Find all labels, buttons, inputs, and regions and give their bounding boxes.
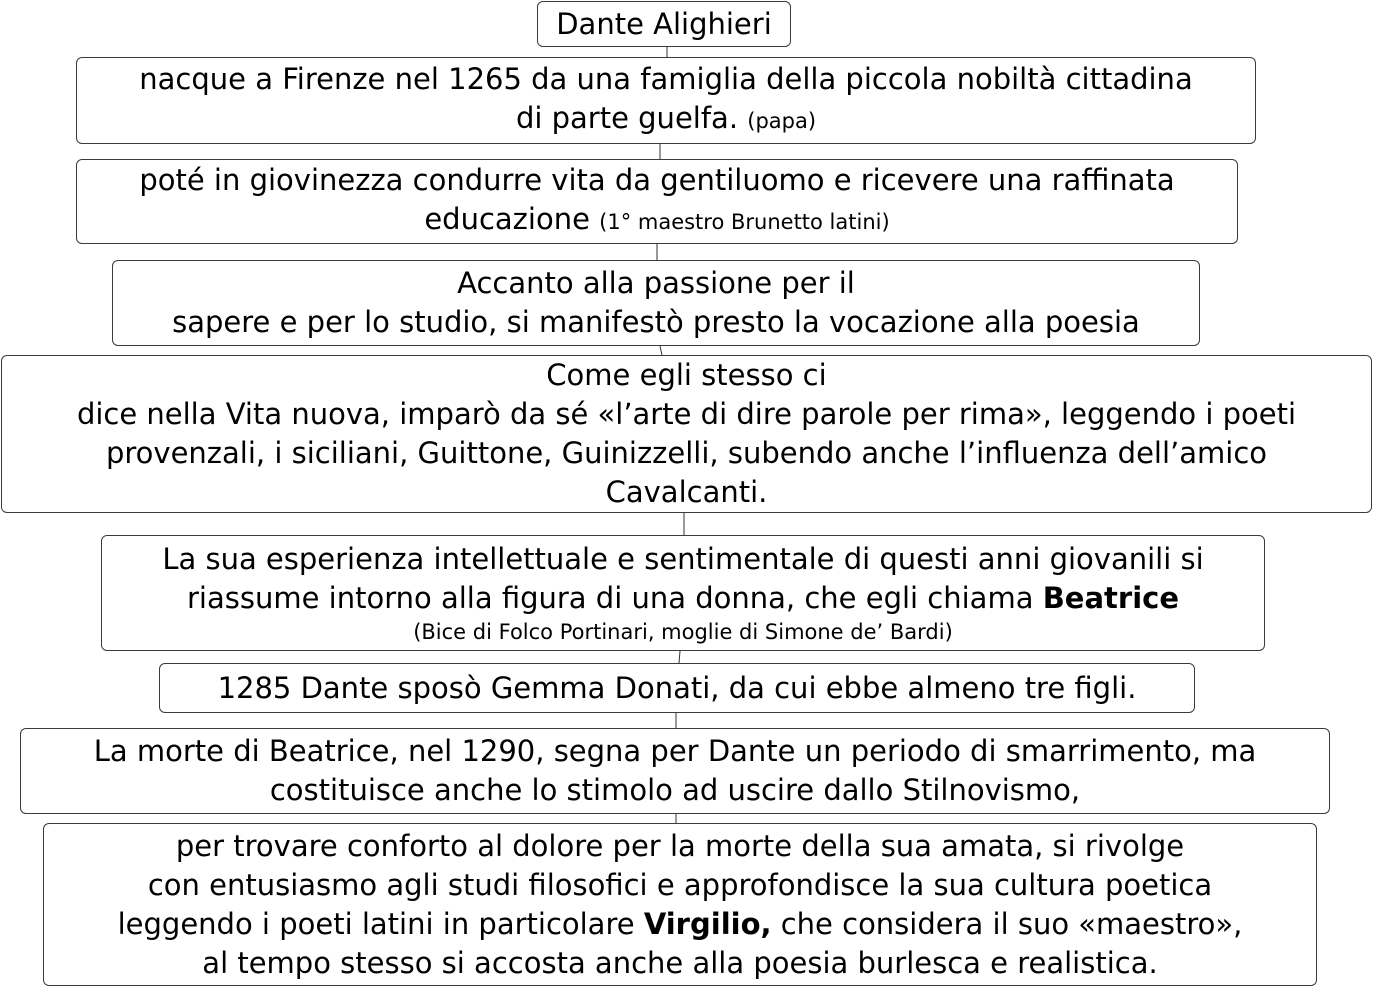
comfort-line-4: al tempo stesso si accosta anche alla poesia burlesca e realistica. [202,945,1158,980]
comfort-line-3 [118,905,1243,944]
birth-line-1: nacque a Firenze nel 1265 da una famiglia della piccola nobiltà cittadina [139,62,1193,96]
birth-node [76,57,1256,144]
connector-beatrice-gemma [679,651,680,663]
vita-line-4: Cavalcanti. [605,475,768,509]
passion-line-2: sapere e per lo studio, si manifestò presto la vocazione alla poesia [172,305,1140,339]
vita-line-2: dice nella Vita nuova, imparò da sé «l’arte di dire parole per rima», leggendo i poeti [76,397,1297,431]
comfort-line-3b: che considera il suo «maestro», [780,906,1243,941]
death-line-1: La morte di Beatrice, nel 1290, segna per Dante un periodo di smarrimento, ma [93,734,1257,768]
beatrice-name: Beatrice [1042,581,1180,615]
vita-line-1: Come egli stesso ci [546,358,827,392]
gemma-node [159,663,1195,713]
beatrice-line-2 [187,579,1179,618]
beatrice-line-1: La sua esperienza intellettuale e sentimentale di questi anni giovanili si [162,542,1204,576]
gemma-line-1: 1285 Dante sposò Gemma Donati, da cui ebbe almeno tre figli. [217,670,1137,705]
virgilio-name: Virgilio, [643,906,772,941]
youth-node [76,159,1238,244]
birth-note: (papa) [747,109,817,133]
connector-passion-vita [660,346,662,355]
vita-line-3: provenzali, i siciliani, Guittone, Guinizzelli, subendo anche l’influenza dell’amico [105,436,1268,470]
beatrice-node [101,535,1265,651]
death-node [20,728,1330,814]
comfort-line-3a: leggendo i poeti latini in particolare [117,906,635,941]
title-node [537,1,791,47]
youth-line-2 [424,200,889,242]
beatrice-line-2-text: riassume intorno alla figura di una donna, che egli chiama [186,581,1034,615]
title-text: Dante Alighieri [556,6,772,41]
youth-line-1: poté in giovinezza condurre vita da gentiluomo e ricevere una raffinata [139,163,1175,197]
birth-line-2-text: di parte guelfa. [515,101,739,135]
comfort-line-1: per trovare conforto al dolore per la morte della sua amata, si rivolge [175,828,1185,863]
beatrice-note: (Bice di Folco Portinari, moglie di Simone de’ Bardi) [413,620,953,644]
birth-line-2 [516,99,816,141]
passion-node [112,260,1200,346]
passion-line-1: Accanto alla passione per il [457,266,855,300]
comfort-node [43,823,1317,986]
death-line-2: costituisce anche lo stimolo ad uscire dallo Stilnovismo, [269,773,1081,807]
youth-note: (1° maestro Brunetto latini) [599,210,890,234]
vita-nuova-node [1,355,1372,513]
comfort-line-2: con entusiasmo agli studi filosofici e approfondisce la sua cultura poetica [147,867,1213,902]
youth-line-2-text: educazione [424,202,590,236]
